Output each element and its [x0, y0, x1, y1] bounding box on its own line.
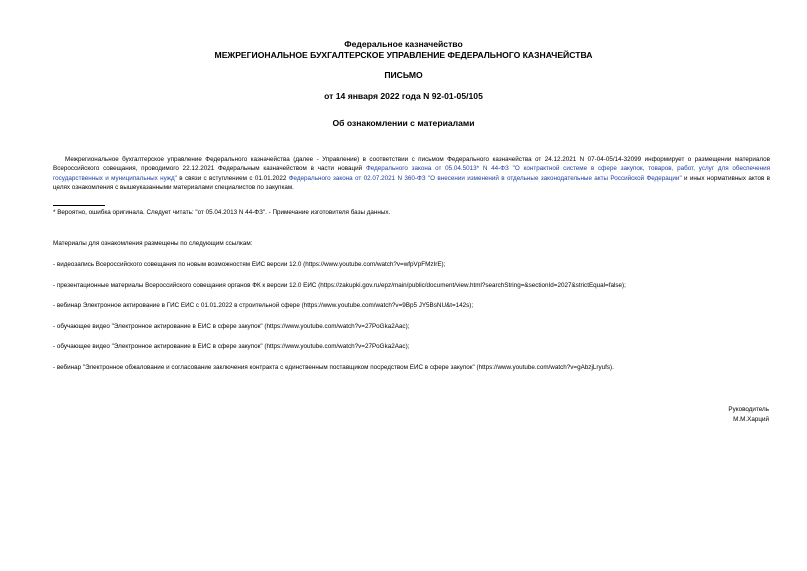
- document-date-number: от 14 января 2022 года N 92-01-05/105: [324, 91, 483, 101]
- document-subject: Об ознакомлении с материалами: [332, 118, 475, 128]
- federal-law-44-link[interactable]: Федерального закона от 05.04.5013* N 44-ФЗ "О контрактной системе в сфере закупок, товаров, работ, услуг для обеспечения государственных и муниципальных нужд": [53, 165, 770, 182]
- footnote: * Вероятно, ошибка оригинала. Следует читать: "от 05.04.2013 N 44-ФЗ". - Примечание изготовителя базы данных.: [53, 209, 391, 216]
- links-intro: Материалы для ознакомления размещены по следующим ссылкам:: [53, 240, 253, 247]
- intro-text-2: в связи с вступлением с 01.01.2022: [176, 174, 289, 182]
- list-item: - обучающее видео "Электронное актирование в ЕИС в сфере закупок" (https://www.youtube.com/watch?v=27PoGka2Aac);: [53, 323, 410, 330]
- intro-text-1: Межрегиональное бухгалтерское управление Федерального казначейства (далее - Управление) в соответствии с письмом Федерального казначейства от 24.12.2021 N 07-04-05/14-32099 информирует о размещении материалов Всероссийского совещания, проводимого 22.12.2021 Федеральным казначейством в части новаций: [53, 156, 770, 173]
- document-type: ПИСЬМО: [384, 70, 423, 80]
- list-item: - вебинар Электронное актирование в ГИС ЕИС с 01.01.2022 в строительной сфере (https://www.youtube.com/watch?v=9Bp5 JY5BsNU&t=142s);: [53, 302, 474, 309]
- signature-name: М.М.Харций: [733, 416, 769, 423]
- intro-paragraph: [53, 155, 770, 192]
- list-item: - презентационные материалы Всероссийского совещания органов ФК к версии 12.0 ЕИС (https://zakupki.gov.ru/epz/main/public/document/view.html?searchString=&sectionId=2027&strictEqual=false);: [53, 282, 626, 289]
- intro-text-3: и иных нормативных актов в целях ознакомления с вышеуказанными материалами специалистов по закупкам.: [53, 174, 771, 191]
- federal-law-360-link[interactable]: Федерального закона от 02.07.2021 N 360-ФЗ "О внесении изменений в отдельные законодательные акты Российской Федерации": [288, 174, 682, 182]
- list-item: - видеозапись Всероссийского совещания по новым возможностям ЕИС версии 12.0 (https://www.youtube.com/watch?v=wfpVpFMzIrE);: [53, 261, 446, 268]
- list-item: - вебинар "Электронное обжалование и согласование заключения контракта с единственным поставщиком посредством ЕИС в сфере закупок" (https://www.youtube.com/watch?v=gAbzjLryufs).: [53, 364, 614, 371]
- signature-title: Руководитель: [728, 406, 769, 413]
- org-name: Федеральное казначейство: [344, 39, 463, 49]
- footnote-divider: [53, 205, 105, 206]
- list-item: - обучающее видео "Электронное актирование в ЕИС в сфере закупок" (https://www.youtube.com/watch?v=27PoGka2Aac);: [53, 343, 410, 350]
- department-name: МЕЖРЕГИОНАЛЬНОЕ БУХГАЛТЕРСКОЕ УПРАВЛЕНИЕ ФЕДЕРАЛЬНОГО КАЗНАЧЕЙСТВА: [214, 50, 593, 60]
